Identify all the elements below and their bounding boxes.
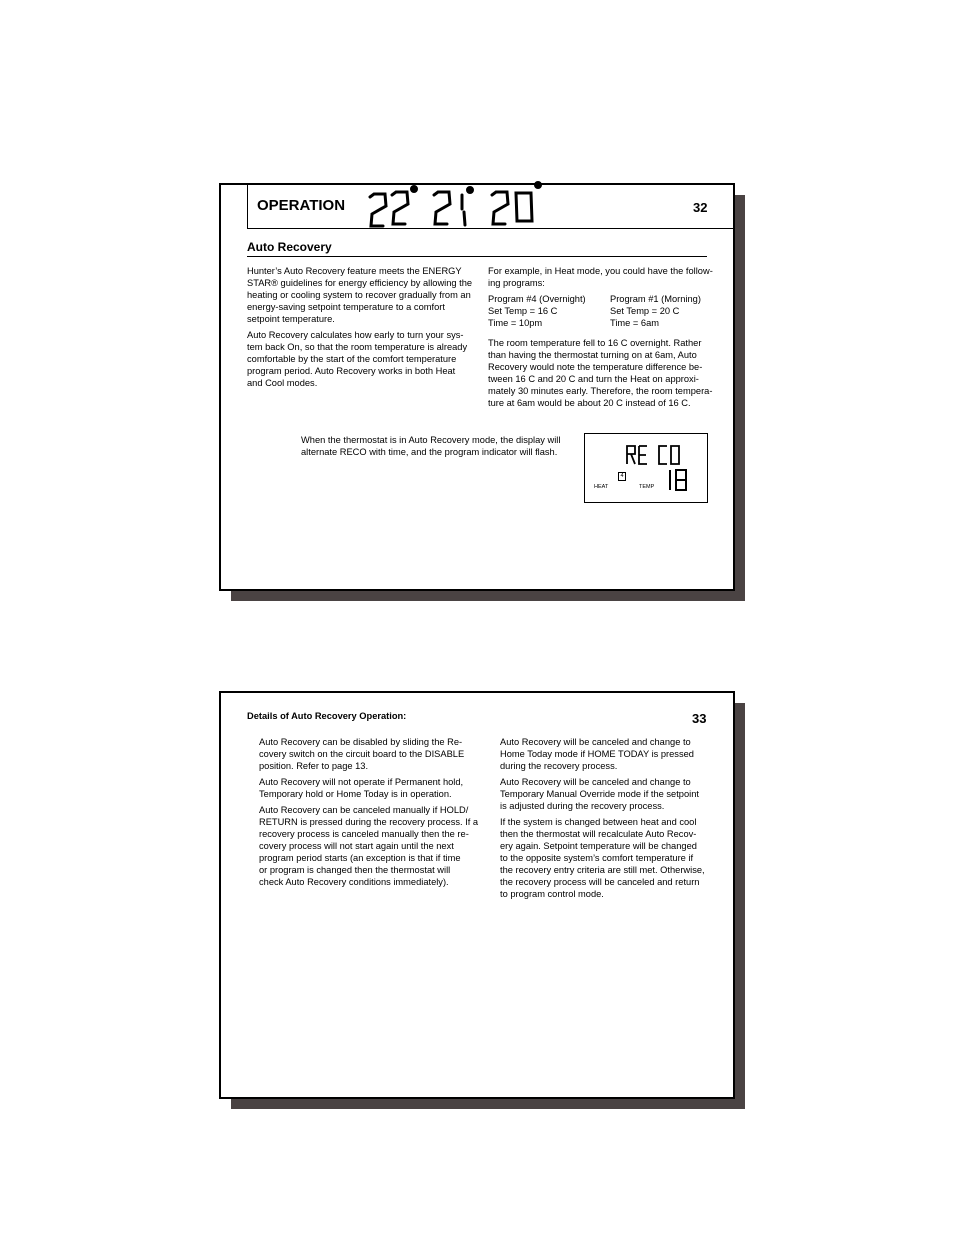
degree-dot-3 bbox=[536, 183, 541, 188]
seven-segment-digits bbox=[366, 181, 556, 229]
right-column-33 bbox=[500, 736, 722, 904]
right-p1: For example, in Heat mode, you could have the follow- ing programs: bbox=[488, 266, 713, 288]
digit-0 bbox=[516, 193, 532, 221]
program-indicator: 4 bbox=[618, 472, 626, 481]
section-title bbox=[247, 238, 707, 257]
page-32 bbox=[219, 183, 735, 591]
display-note: When the thermostat is in Auto Recovery mode, the display will alternate RECO with time, and the program indicator will flash. bbox=[301, 435, 561, 457]
degree-dot-2 bbox=[468, 188, 473, 193]
page-number-33: 33 bbox=[692, 711, 707, 726]
right-p2: The room temperature fell to 16 C overnight. Rather than having the thermostat turning on at 6am, Auto Recovery would note the temperature difference be- tween 16 C and 20 C and turn the Heat on approxi- mately 30 minutes early. Therefore, the room tempera- ture at 6am would be about 20 C instead of 16 C. bbox=[488, 338, 713, 408]
header-bar bbox=[247, 185, 733, 229]
left33-p1: Auto Recovery can be disabled by sliding the Re- covery switch on the circuit board to the DISABLE position. Refer to page 13. bbox=[259, 737, 465, 771]
program-1: Program #1 (Morning) Set Temp = 20 C Time = 6am bbox=[610, 294, 701, 328]
left33-p2: Auto Recovery will not operate if Permanent hold, Temporary hold or Home Today is in operation. bbox=[259, 777, 464, 799]
digit-2a bbox=[370, 194, 386, 226]
page-number-32: 32 bbox=[693, 200, 708, 215]
lcd-display bbox=[584, 433, 708, 503]
lcd-temp-digits bbox=[667, 468, 694, 493]
page-33 bbox=[219, 691, 735, 1099]
right33-p2: Auto Recovery will be canceled and change to Temporary Manual Override mode if the setpoint is adjusted during the recovery process. bbox=[500, 777, 699, 811]
left33-p3: Auto Recovery can be canceled manually if HOLD/ RETURN is pressed during the recovery process. If a recovery process is canceled manually then the re- covery process will not start again until the next program period starts (an exception is that if time or program is changed then the thermostat will check Auto Recovery conditions immediately). bbox=[259, 805, 479, 887]
digit-2b bbox=[392, 192, 408, 224]
section-title-text: Auto Recovery bbox=[247, 240, 332, 254]
digit-1 bbox=[462, 195, 465, 225]
degree-dot-1 bbox=[412, 187, 417, 192]
temp-label: TEMP bbox=[639, 484, 655, 490]
lcd-temp-value: 18 bbox=[692, 492, 694, 493]
digit-2c bbox=[434, 192, 450, 224]
left-p1: Hunter’s Auto Recovery feature meets the ENERGY STAR® guidelines for energy efficiency by allowing the heating or cooling system to recover gradually from an energy-saving setpoint temperature to a comfort setpoint temperature. bbox=[247, 266, 473, 324]
left-column bbox=[247, 265, 477, 393]
right33-p1: Auto Recovery will be canceled and change to Home Today mode if HOME TODAY is pressed during the recovery process. bbox=[500, 737, 694, 771]
lcd-reco-text bbox=[625, 444, 689, 466]
program-table bbox=[488, 293, 718, 333]
right-column bbox=[488, 265, 718, 413]
header-operation: OPERATION bbox=[257, 197, 346, 214]
program-4: Program #4 (Overnight) Set Temp = 16 C Time = 10pm bbox=[488, 294, 586, 328]
left-p2: Auto Recovery calculates how early to turn your sys- tem back On, so that the room temperature is already comfortable by the start of the comfort temperature program period. Auto Recovery works in both Heat and Cool modes. bbox=[247, 330, 468, 388]
right33-p3: If the system is changed between heat and cool then the thermostat will recalculate Auto Recov- ery again. Setpoint temperature will be changed to the opposite system’s comfort temperature if the recovery entry criteria are still met. Otherwise, the recovery process will be canceled and return to program control mode. bbox=[500, 817, 705, 899]
details-heading: Details of Auto Recovery Operation: bbox=[247, 711, 407, 721]
left-column-33 bbox=[259, 736, 481, 892]
heat-label: HEAT bbox=[594, 484, 609, 490]
digit-2d bbox=[492, 192, 508, 224]
